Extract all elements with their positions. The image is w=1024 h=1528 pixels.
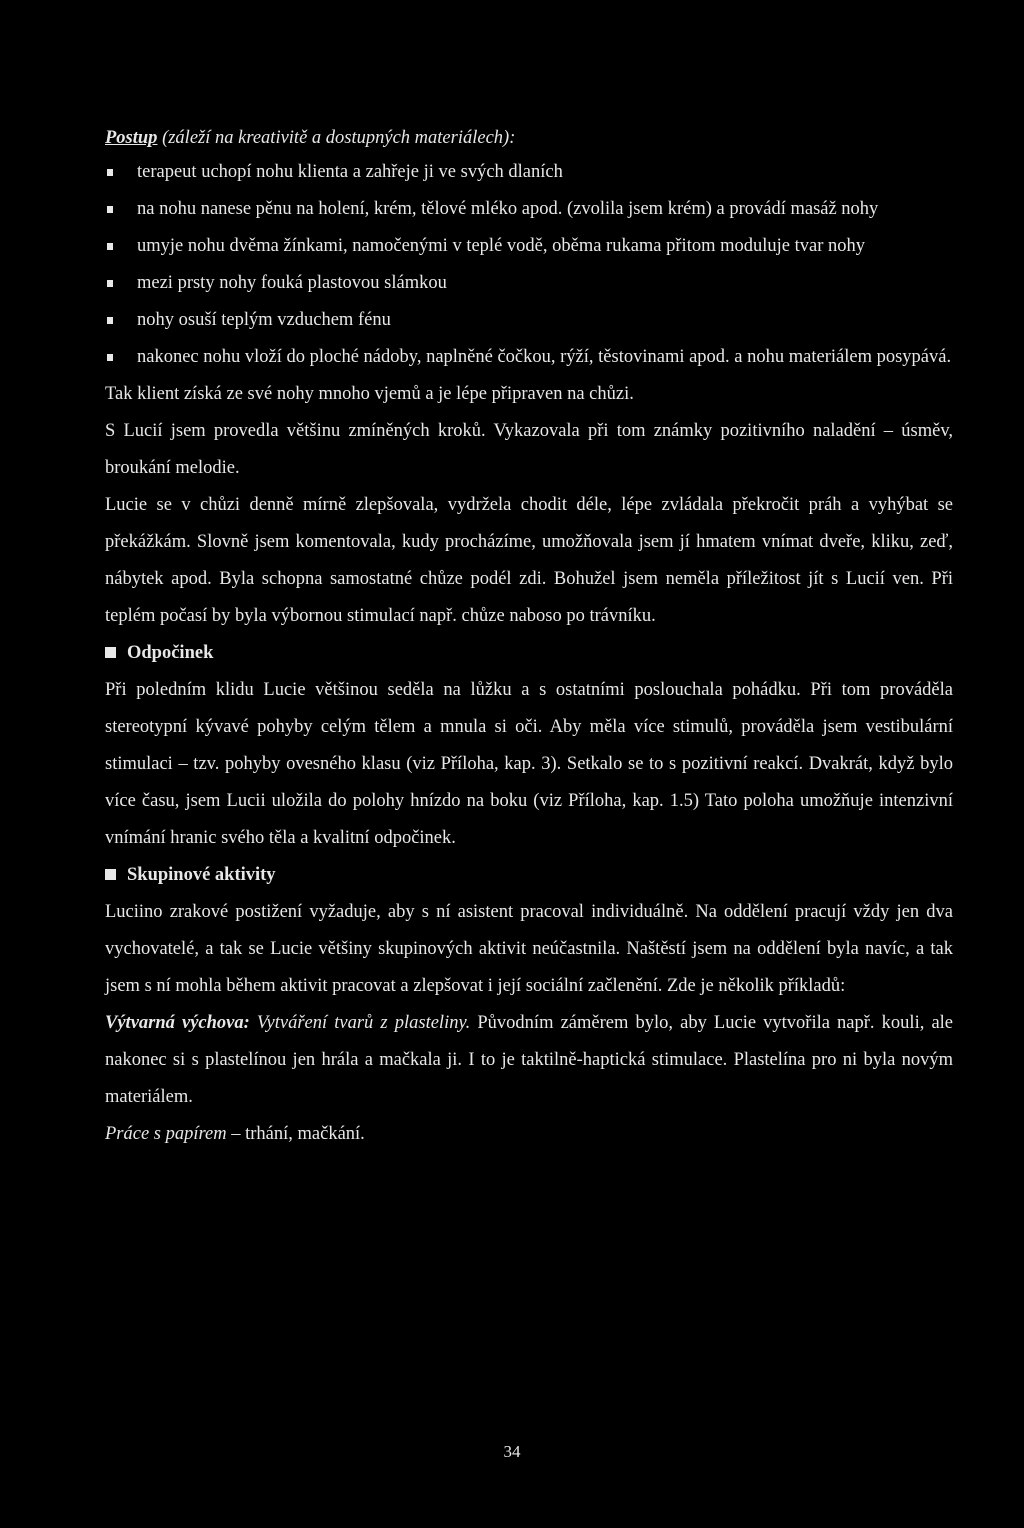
section-heading-odpocinek bbox=[105, 635, 953, 672]
list-item-text: terapeut uchopí nohu klienta a zahřeje ji ve svých dlaních bbox=[137, 162, 563, 182]
list-item bbox=[105, 191, 953, 228]
square-bullet-icon bbox=[105, 869, 116, 880]
paragraph: Luciino zrakové postižení vyžaduje, aby s ní asistent pracoval individuálně. Na oddělení pracují vždy jen dva vychovatelé, a tak se Lucie většiny skupinových aktivit neúčastnila. Naštěstí jsem na oddělení byla navíc, a tak jsem s ní mohla během aktivit pracovat a zlepšovat i její sociální začlenění. Zde je několik příkladů: bbox=[105, 902, 953, 996]
vytvarna-text: Původním záměrem bylo, aby Lucie vytvořila např. kouli, ale nakonec si s plastelínou jen hrála a mačkala ji. I to je taktilně-haptická stimulace. Plastelína pro ni byla novým materiálem. bbox=[105, 1013, 954, 1107]
list-item-text: umyje nohu dvěma žínkami, namočenými v teplé vodě, oběma rukama přitom moduluje tvar nohy bbox=[137, 236, 865, 256]
vytvarna-label: Výtvarná výchova: bbox=[105, 1013, 250, 1033]
list-item bbox=[105, 302, 953, 339]
prace-label: Práce s papírem bbox=[105, 1124, 227, 1144]
bullet-icon bbox=[107, 243, 113, 250]
postup-lead: Postup bbox=[105, 128, 158, 148]
postup-rest: (záleží na kreativitě a dostupných materiálech): bbox=[157, 128, 516, 148]
paragraph: Při poledním klidu Lucie většinou seděla na lůžku a s ostatními poslouchala pohádku. Při tom prováděla stereotypní kývavé pohyby celým tělem a mnula si oči. Aby měla více stimulů, prováděla jsem vestibulární stimulaci – tzv. pohyby ovesného klasu (viz Příloha, kap. 3). Setkalo se to s pozitivní reakcí. Dvakrát, když bylo více času, jsem Lucii uložila do polohy hnízdo na boku (viz Příloha, kap. 1.5) Tato poloha umožňuje intenzivní vnímání hranic svého těla a kvalitní odpočinek. bbox=[105, 680, 953, 848]
paragraph: Lucie se v chůzi denně mírně zlepšovala, vydržela chodit déle, lépe zvládala překročit práh a vyhýbat se překážkám. Slovně jsem komentovala, kudy procházíme, umožňovala jsem jí hmatem vnímat dveře, kliku, zeď, nábytek apod. Byla schopna samostatné chůze podél zdi. Bohužel jsem neměla příležitost jít s Lucií ven. Při teplém počasí by byla výbornou stimulací např. chůze naboso po trávníku. bbox=[105, 495, 953, 626]
list-item bbox=[105, 265, 953, 302]
section-title: Odpočinek bbox=[127, 643, 214, 663]
list-item bbox=[105, 154, 953, 191]
bullet-icon bbox=[107, 317, 113, 324]
page-number: 34 bbox=[503, 1442, 521, 1461]
paragraph: S Lucií jsem provedla většinu zmíněných kroků. Vykazovala při tom známky pozitivního naladění – úsměv, broukání melodie. bbox=[105, 421, 953, 478]
list-item-text: na nohu nanese pěnu na holení, krém, tělové mléko apod. (zvolila jsem krém) a provádí masáž nohy bbox=[137, 199, 879, 219]
bullet-icon bbox=[107, 169, 113, 176]
list-item-text: nakonec nohu vloží do ploché nádoby, naplněné čočkou, rýží, těstovinami apod. a nohu materiálem posypává. bbox=[137, 347, 952, 367]
section-heading-skupinove bbox=[105, 857, 953, 894]
list-item-text: nohy osuší teplým vzduchem fénu bbox=[137, 310, 391, 330]
paragraph: Tak klient získá ze své nohy mnoho vjemů a je lépe připraven na chůzi. bbox=[105, 384, 634, 404]
vytvarna-subject: Vytváření tvarů z plasteliny. bbox=[249, 1013, 471, 1033]
list-item bbox=[105, 228, 953, 265]
procedure-list bbox=[105, 154, 953, 376]
prace-paragraph bbox=[105, 1116, 953, 1153]
bullet-icon bbox=[107, 354, 113, 361]
list-item-text: mezi prsty nohy fouká plastovou slámkou bbox=[137, 273, 447, 293]
list-item bbox=[105, 339, 953, 376]
section-title: Skupinové aktivity bbox=[127, 865, 276, 885]
vytvarna-paragraph bbox=[105, 1005, 953, 1116]
document-page bbox=[105, 122, 953, 1153]
prace-text: – trhání, mačkání. bbox=[226, 1124, 365, 1144]
bullet-icon bbox=[107, 206, 113, 213]
bullet-icon bbox=[107, 280, 113, 287]
square-bullet-icon bbox=[105, 647, 116, 658]
postup-heading bbox=[105, 122, 953, 154]
